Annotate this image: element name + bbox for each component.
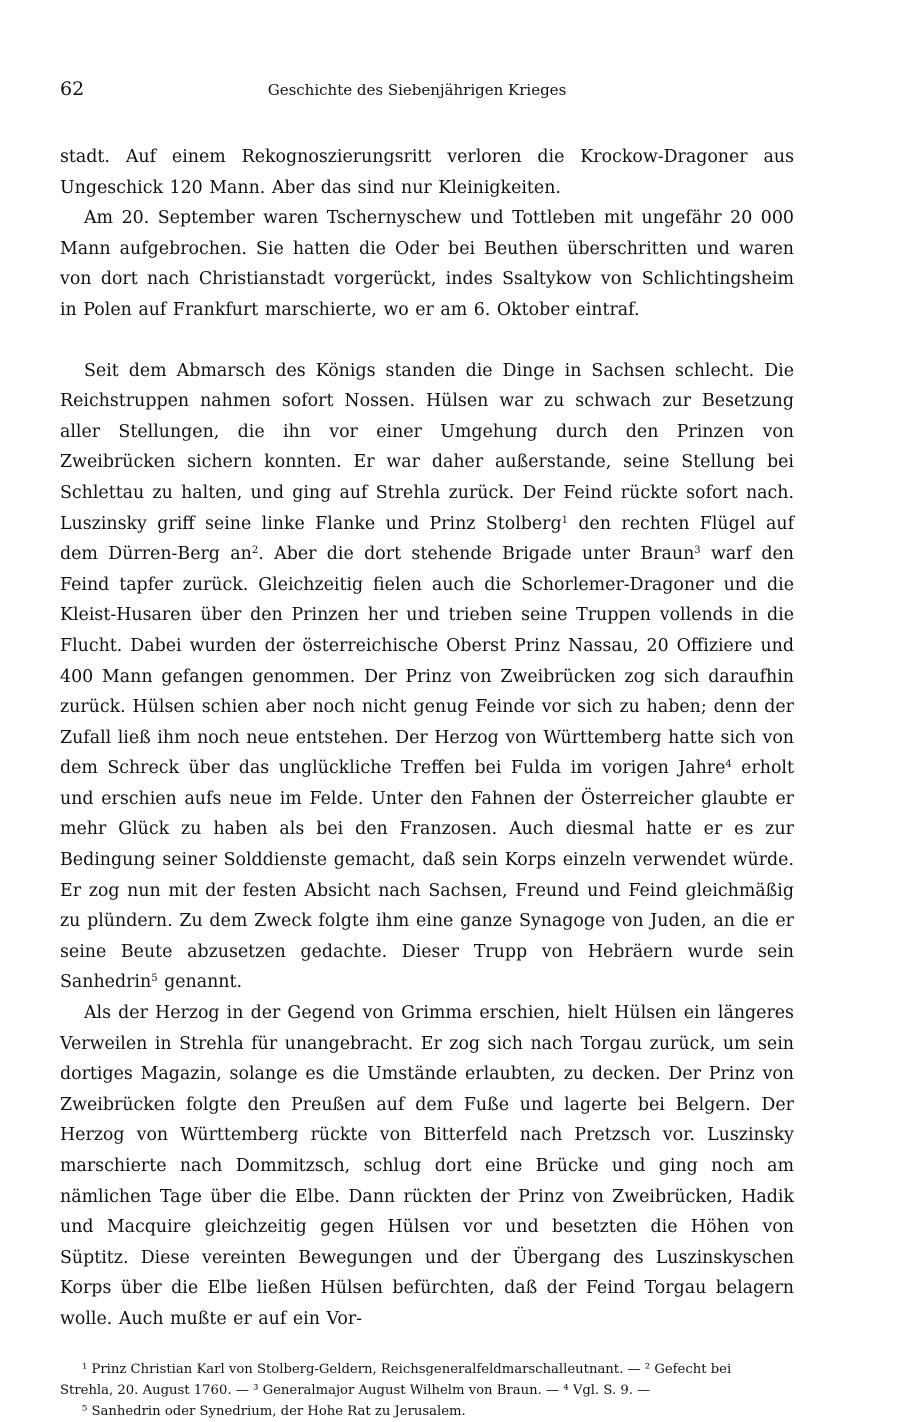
footnote-line: ⁵ Sanhedrin oder Synedrium, der Hohe Rat zu Jerusalem.: [82, 1403, 466, 1419]
text-segment: warf den Feind tapfer zurück. Gleichzeitig fielen auch die Schorlemer-Dragoner und die Kleist-Husaren über den Prinzen her und trieben seine Truppen vollends in die Flucht. Dabei wurden der österreichische Oberst Prinz Nassau, 20 Offiziere und 400 Mann gefangen genommen. Der Prinz von Zweibrücken zog sich daraufhin zurück. Hülsen schien aber noch nicht genug Feinde vor sich zu haben; denn der Zufall ließ ihm noch neue entstehen. Der Herzog von Württemberg hatte sich von dem Schreck über das unglückliche Treffen bei Fulda im vorigen Jahre: [60, 544, 794, 779]
footnote-ref-2: 2: [251, 545, 259, 557]
text-segment: . Aber die dort stehende Brigade unter Braun: [258, 544, 695, 565]
text-segment: den rechten Flügel auf dem Dürren-Berg an: [60, 513, 795, 565]
footnotes: [60, 1359, 794, 1422]
footnote-ref-4: 4: [725, 759, 732, 771]
paragraph-continuation: stadt. Auf einem Rekognoszierungsritt verloren die Krockow-Dragoner aus Ungeschick 120 Mann. Aber das sind nur Kleinigkeiten.: [60, 147, 794, 198]
footnote-line: ¹ Prinz Christian Karl von Stolberg-Geldern, Reichsgeneralfeldmarschalleutnant. — ² Gefecht bei: [82, 1361, 732, 1377]
paragraph-september: Am 20. September waren Tschernyschew und Tottleben mit ungefähr 20 000 Mann aufgebrochen. Sie hatten die Oder bei Beuthen überschritten und waren von dort nach Christianstadt vorgerückt, indes Ssaltykow von Schlichtingsheim in Polen auf Frankfurt marschierte, wo er am 6. Oktober eintraf.: [60, 208, 794, 320]
footnote-ref-3: 3: [694, 545, 701, 557]
text-segment: genannt.: [157, 972, 243, 993]
footnote-line: Strehla, 20. August 1760. — ³ Generalmajor August Wilhelm von Braun. — ⁴ Vgl. S. 9. —: [60, 1382, 651, 1398]
text-segment: Seit dem Abmarsch des Königs standen die Dinge in Sachsen schlecht. Die Reichstruppen nahmen sofort Nossen. Hülsen war zu schwach zur Besetzung aller Stellungen, die ihn vor einer Umgehung durch den Prinzen von Zweibrücken sichern konnten. Er war daher außerstande, seine Stellung bei Schlettau zu halten, und ging auf Strehla zurück. Der Feind rückte sofort nach. Luszinsky griff seine linke Flanke und Prinz Stolberg: [60, 360, 794, 534]
page-header: [60, 78, 794, 118]
footnote-ref-5: 5: [151, 973, 158, 985]
book-page: [60, 78, 794, 1422]
page-number: 62: [60, 78, 85, 100]
footnote-ref-1: 1: [561, 514, 569, 526]
text-segment: erholt und erschien aufs neue im Felde. Unter den Fahnen der Österreicher glaubte er mehr Glück zu haben als bei den Franzosen. Auch diesmal hatte er es zur Bedingung seiner Solddienste gemacht, daß sein Korps einzeln verwendet würde. Er zog nun mit der festen Absicht nach Sachsen, Freund und Feind gleichmäßig zu plündern. Zu dem Zweck folgte ihm eine ganze Synagoge von Juden, an die er seine Beute abzusetzen gedachte. Dieser Trupp von Hebräern wurde sein Sanhedrin: [60, 758, 794, 993]
paragraph-grimma: Als der Herzog in der Gegend von Grimma erschien, hielt Hülsen ein längeres Verweilen in Strehla für unangebracht. Er zog sich nach Torgau zurück, um sein dortiges Magazin, solange es die Umstände erlaubten, zu decken. Der Prinz von Zweibrücken folgte den Preußen auf dem Fuße und lagerte bei Belgern. Der Herzog von Württemberg rückte von Bitterfeld nach Pretzsch vor. Luszinsky marschierte nach Dommitzsch, schlug dort eine Brücke und ging noch am nämlichen Tage über die Elbe. Dann rückten der Prinz von Zweibrücken, Hadik und Macquire gleichzeitig gegen Hülsen vor und besetzten die Höhen von Süptitz. Diese vereinten Bewegungen und der Übergang des Luszinskyschen Korps über die Elbe ließen Hülsen befürchten, daß der Feind Torgau belagern wolle. Auch mußte er auf ein Vor-: [60, 1003, 794, 1329]
running-title: Geschichte des Siebenjährigen Krieges: [267, 81, 567, 99]
paragraph-saxony: [60, 356, 794, 998]
